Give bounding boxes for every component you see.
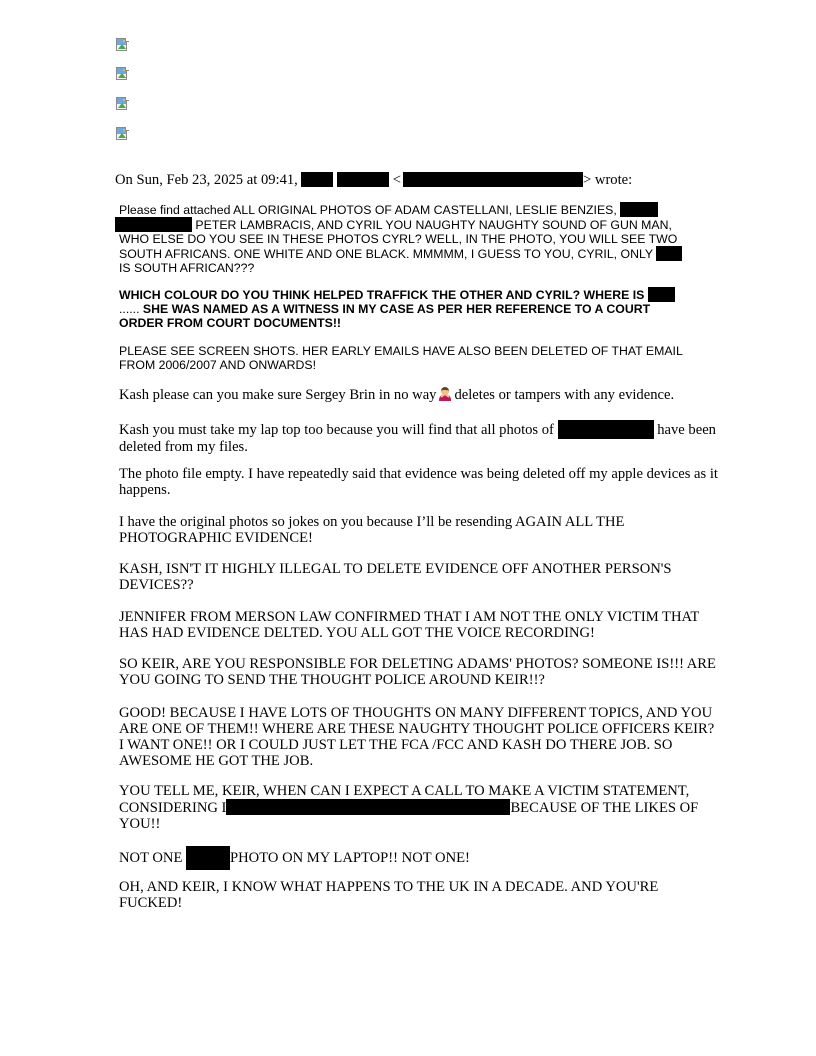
text-line: DEVICES?? <box>119 577 194 593</box>
text-line: Kash you must take my lap top too because you will find that all photos of <box>119 422 554 438</box>
body-paragraph-12 <box>119 783 699 832</box>
quote-header-prefix: On Sun, Feb 23, 2025 at 09:41, <box>115 172 298 188</box>
text-line: Kash please can you make sure Sergey Brin in no way <box>119 387 437 403</box>
text-line: have been <box>657 422 716 438</box>
redacted-name <box>620 202 658 217</box>
body-paragraph-8 <box>119 561 699 593</box>
text-line: CONSIDERING I <box>119 800 227 816</box>
text-line: deleted from my files. <box>119 439 248 455</box>
broken-image-icon[interactable] <box>115 97 129 111</box>
text-line: YOU GOING TO SEND THE THOUGHT POLICE AROUND KEIR!!? <box>119 672 545 688</box>
angle-open: < <box>392 172 402 188</box>
text-line: WHO ELSE DO YOU SEE IN THESE PHOTOS CYRL? WELL, IN THE PHOTO, YOU WILL SEE TWO <box>119 232 678 246</box>
quoted-paragraph-3 <box>119 344 699 372</box>
quote-header <box>115 172 715 188</box>
body-paragraph-6 <box>119 466 719 498</box>
text-line: OH, AND KEIR, I KNOW WHAT HAPPENS TO THE UK IN A DECADE. AND YOU'RE <box>119 879 659 895</box>
text-line: PLEASE SEE SCREEN SHOTS. HER EARLY EMAILS HAVE ALSO BEEN DELETED OF THAT EMAIL <box>119 344 683 358</box>
body-paragraph-13 <box>119 846 699 870</box>
text-line: The photo file empty. I have repeatedly said that evidence was being deleted off my apple devices as it <box>119 466 718 482</box>
text-line: I WANT ONE!! OR I COULD JUST LET THE FCA /FCC AND KASH DO THERE JOB. SO <box>119 737 673 753</box>
text-line: NOT ONE <box>119 850 183 866</box>
redacted-name <box>115 217 192 232</box>
redacted-sender-first-name <box>301 172 333 187</box>
text-line: SO KEIR, ARE YOU RESPONSIBLE FOR DELETING ADAMS' PHOTOS? SOMEONE IS!!! ARE <box>119 656 716 672</box>
ellipsis-text: ...... <box>119 302 140 316</box>
body-paragraph-11 <box>119 705 715 769</box>
text-line: JENNIFER FROM MERSON LAW CONFIRMED THAT I AM NOT THE ONLY VICTIM THAT <box>119 609 700 625</box>
body-paragraph-14 <box>119 879 699 911</box>
quoted-paragraph-2 <box>119 287 699 330</box>
broken-image-icon[interactable] <box>115 127 129 141</box>
text-line: happens. <box>119 482 171 498</box>
broken-image-icon[interactable] <box>115 38 129 52</box>
text-line: YOU TELL ME, KEIR, WHEN CAN I EXPECT A CALL TO MAKE A VICTIM STATEMENT, <box>119 783 690 799</box>
redacted-name <box>186 846 230 870</box>
text-line: deletes or tampers with any evidence. <box>454 387 675 403</box>
text-line: PHOTOGRAPHIC EVIDENCE! <box>119 530 313 546</box>
body-paragraph-9 <box>119 609 699 641</box>
quote-header-suffix: > wrote: <box>583 172 633 188</box>
text-line: SHE WAS NAMED AS A WITNESS IN MY CASE AS PER HER REFERENCE TO A COURT <box>142 302 651 316</box>
text-line: PETER LAMBRACIS, AND CYRIL YOU NAUGHTY NAUGHTY SOUND OF GUN MAN, <box>192 218 672 232</box>
text-line: I have the original photos so jokes on you because I’ll be resending AGAIN ALL THE <box>119 514 625 530</box>
text-line: SOUTH AFRICANS. ONE WHITE AND ONE BLACK. MMMMM, I GUESS TO YOU, CYRIL, ONLY <box>119 247 653 261</box>
text-line: KASH, ISN'T IT HIGHLY ILLEGAL TO DELETE EVIDENCE OFF ANOTHER PERSON'S <box>119 561 672 577</box>
redacted-name <box>558 420 654 439</box>
redacted-name <box>648 287 675 302</box>
broken-image-icon[interactable] <box>115 67 129 81</box>
text-line: GOOD! BECAUSE I HAVE LOTS OF THOUGHTS ON MANY DIFFERENT TOPICS, AND YOU <box>119 705 713 721</box>
text-line: Please find attached ALL ORIGINAL PHOTOS OF ADAM CASTELLANI, LESLIE BENZIES, <box>119 203 617 217</box>
body-paragraph-7 <box>119 514 699 546</box>
redacted-name <box>656 246 682 261</box>
text-line: PHOTO ON MY LAPTOP!! NOT ONE! <box>230 850 470 866</box>
body-paragraph-10 <box>119 656 716 688</box>
text-line: HAS HAD EVIDENCE DELTED. YOU ALL GOT THE VOICE RECORDING! <box>119 625 595 641</box>
person-gesturing-no-icon <box>438 387 452 401</box>
text-line: IS SOUTH AFRICAN??? <box>119 261 255 275</box>
quoted-paragraph-1 <box>119 202 699 275</box>
text-line: FUCKED! <box>119 895 183 911</box>
text-line: BECAUSE OF THE LIKES OF <box>510 800 699 816</box>
text-line: YOU!! <box>119 816 161 832</box>
text-line: FROM 2006/2007 AND ONWARDS! <box>119 358 317 372</box>
body-paragraph-4 <box>119 387 699 403</box>
text-line: ARE ONE OF THEM!! WHERE ARE THESE NAUGHTY THOUGHT POLICE OFFICERS KEIR? <box>119 721 715 737</box>
text-line: AWESOME HE GOT THE JOB. <box>119 753 314 769</box>
redacted-sender-email <box>403 172 583 187</box>
redacted-sender-last-name <box>337 172 389 187</box>
text-line: WHICH COLOUR DO YOU THINK HELPED TRAFFICK THE OTHER AND CYRIL? WHERE IS <box>119 288 645 302</box>
text-line: ORDER FROM COURT DOCUMENTS!! <box>119 316 342 330</box>
redacted-text <box>226 799 510 815</box>
body-paragraph-5 <box>119 420 716 455</box>
